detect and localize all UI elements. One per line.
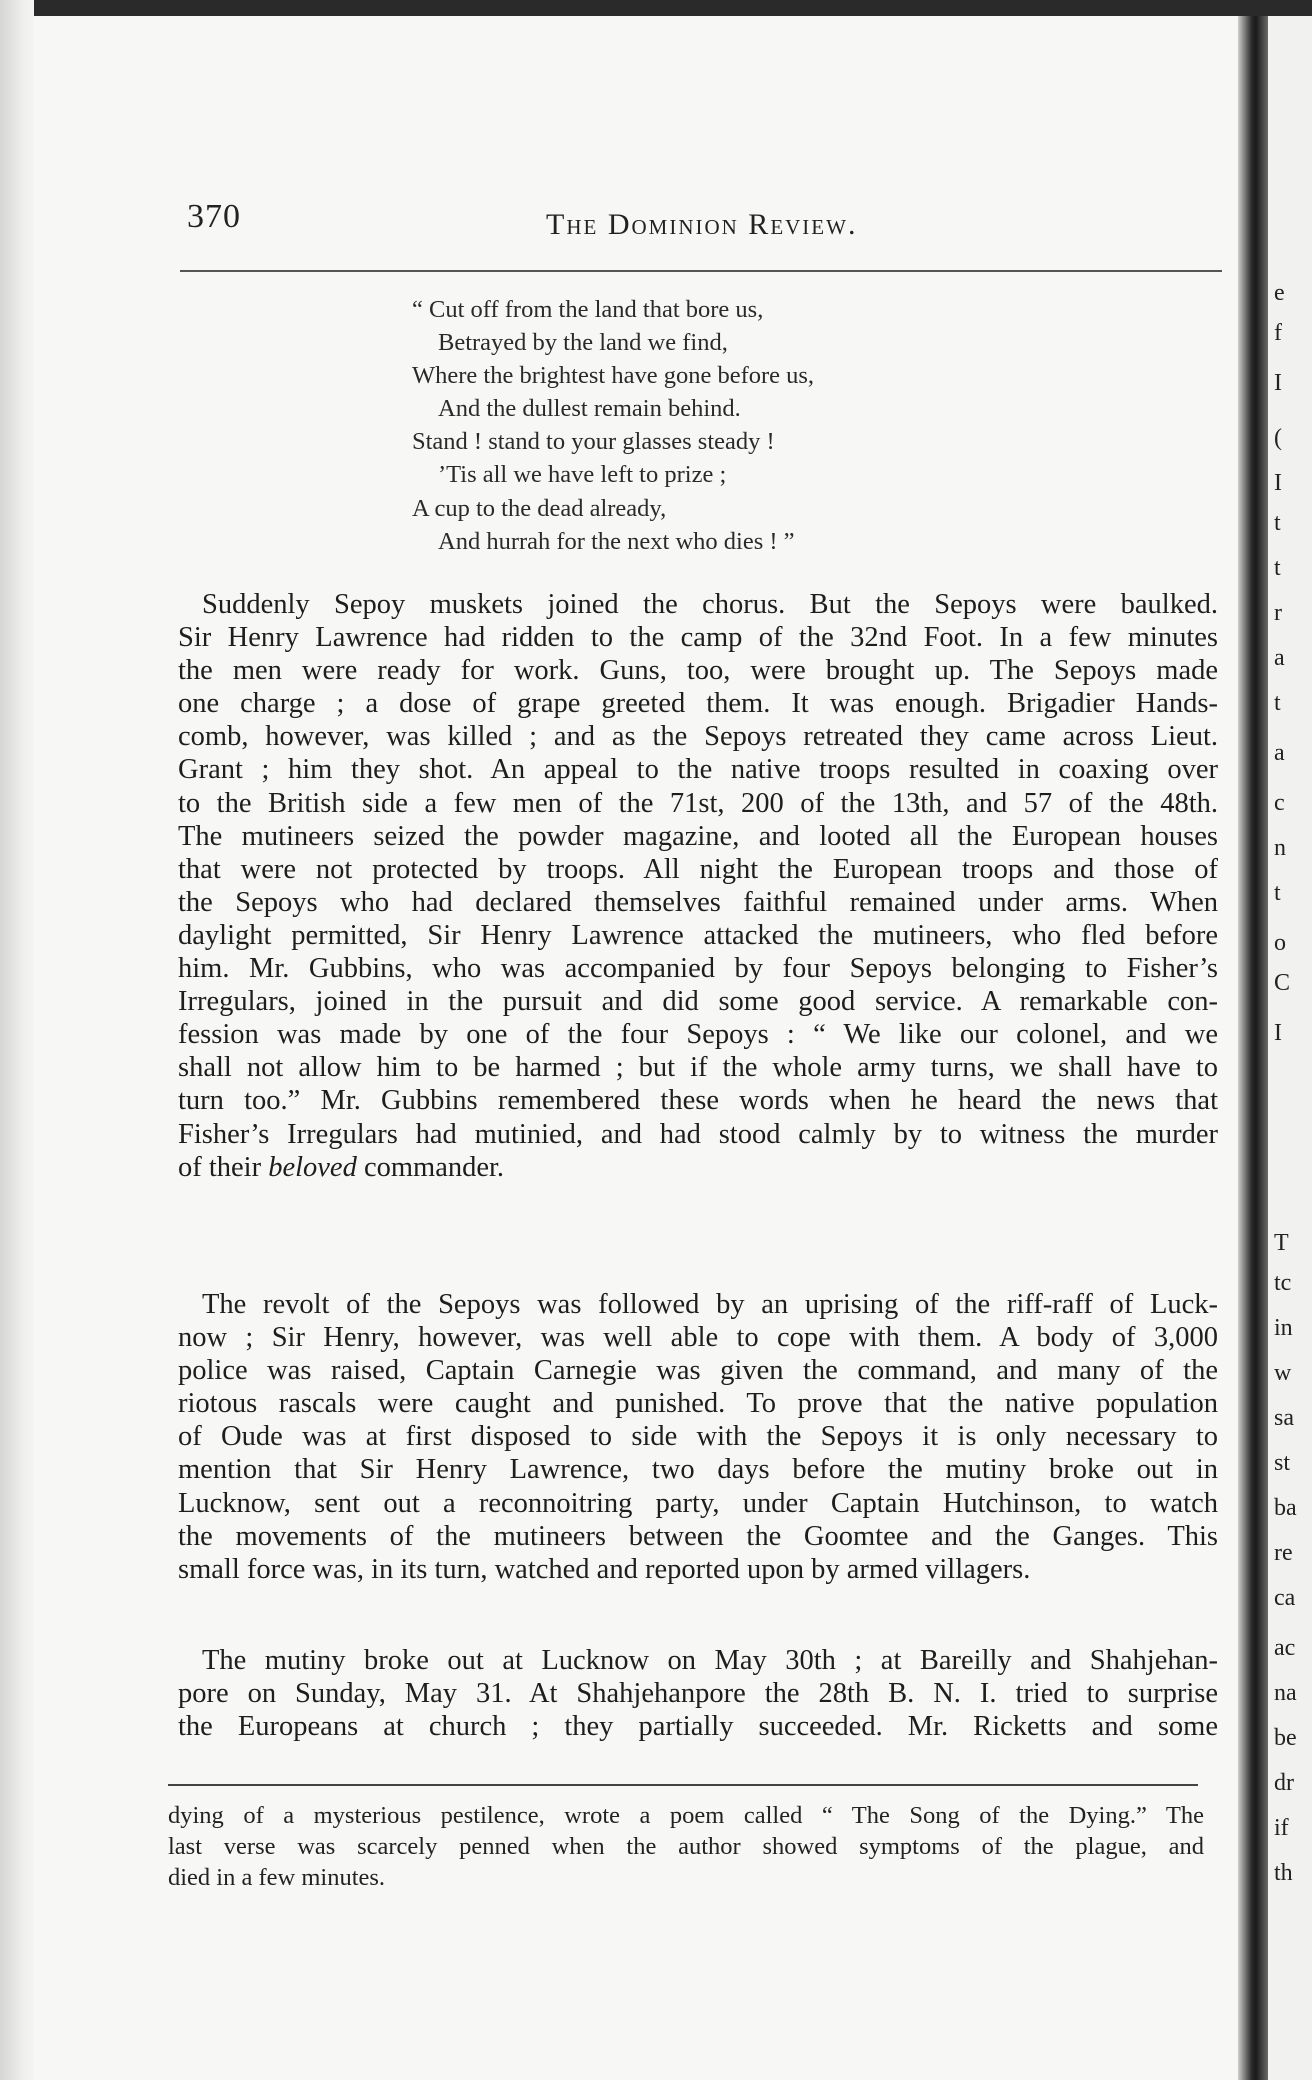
- text-line: of Oude was at first disposed to side with the Sepoys it is only necessary to: [178, 1421, 1218, 1453]
- text-line: riotous rascals were caught and punished. To prove that the native population: [178, 1388, 1218, 1420]
- text-line: comb, however, was killed ; and as the Sepoys retreated they came across Lieut.: [178, 721, 1218, 753]
- footnote-rule: [168, 1784, 1198, 1786]
- adjacent-page-fragment: if: [1274, 1815, 1289, 1841]
- footnote: [168, 1800, 1204, 1893]
- text-line: [178, 1151, 1218, 1184]
- adjacent-page-fragment: a: [1274, 645, 1285, 671]
- adjacent-page-fragment: c: [1274, 790, 1285, 816]
- footnote-line: died in a few minutes.: [168, 1864, 386, 1891]
- scan-left-shadow: [0, 0, 34, 2080]
- poem-line: Where the brightest have gone before us,: [412, 362, 815, 390]
- footnote-line: dying of a mysterious pestilence, wrote a poem called “ The Song of the Dying.” The: [168, 1802, 1204, 1829]
- adjacent-page-fragment: (: [1274, 425, 1282, 451]
- poem-line: A cup to the dead already,: [412, 494, 667, 522]
- adjacent-page-fragment: ba: [1274, 1495, 1297, 1521]
- text-line: Fisher’s Irregulars had mutinied, and had stood calmly by to witness the murder: [178, 1118, 1218, 1150]
- poem-line: ’Tis all we have left to prize ;: [438, 461, 727, 489]
- text-line: daylight permitted, Sir Henry Lawrence attacked the mutineers, who fled before: [178, 919, 1218, 951]
- text-line: small force was, in its turn, watched and reported upon by armed villagers.: [178, 1553, 1031, 1585]
- text-line: that were not protected by troops. All night the European troops and those of: [178, 853, 1218, 885]
- adjacent-page-fragment: a: [1274, 740, 1285, 766]
- paragraph-lucknow-uprising: [178, 1288, 1218, 1586]
- text-line: Irregulars, joined in the pursuit and did some good service. A remarkable con-: [178, 986, 1218, 1018]
- adjacent-page-fragment: I: [1274, 470, 1282, 496]
- text-line: the Sepoys who had declared themselves faithful remained under arms. When: [178, 886, 1218, 918]
- adjacent-page-fragment: o: [1274, 930, 1286, 956]
- adjacent-page-fragment: f: [1274, 320, 1282, 346]
- poem-line: And the dullest remain behind.: [438, 395, 741, 423]
- adjacent-page-fragment: ca: [1274, 1585, 1296, 1611]
- adjacent-page-fragment: sa: [1274, 1405, 1294, 1431]
- text-line: turn too.” Mr. Gubbins remembered these words when he heard the news that: [178, 1085, 1218, 1117]
- text-line: police was raised, Captain Carnegie was given the command, and many of the: [178, 1355, 1218, 1387]
- adjacent-page-fragment: I: [1274, 370, 1282, 396]
- poem-line: Betrayed by the land we find,: [438, 329, 728, 357]
- text-line: Sir Henry Lawrence had ridden to the camp of the 32nd Foot. In a few minutes: [178, 622, 1218, 654]
- paragraph-sepoy-revolt: [178, 588, 1218, 1184]
- text-line: the Europeans at church ; they partially succeeded. Mr. Ricketts and some: [178, 1711, 1218, 1743]
- text-line: to the British side a few men of the 71st, 200 of the 13th, and 57 of the 48th.: [178, 787, 1218, 819]
- adjacent-page-fragment: ac: [1274, 1635, 1296, 1661]
- adjacent-page-fragment: T: [1274, 1230, 1289, 1256]
- adjacent-page-fragment: t: [1274, 690, 1281, 716]
- poem-stanza: [412, 293, 814, 558]
- text-line: The mutineers seized the powder magazine, and looted all the European houses: [178, 820, 1218, 852]
- text-fragment: commander.: [356, 1151, 505, 1183]
- adjacent-page-fragment: th: [1274, 1860, 1293, 1886]
- adjacent-page-fragment: dr: [1274, 1770, 1294, 1796]
- adjacent-page-fragment: t: [1274, 510, 1281, 536]
- adjacent-page-fragment: be: [1274, 1725, 1297, 1751]
- text-line: fession was made by one of the four Sepoys : “ We like our colonel, and we: [178, 1019, 1218, 1051]
- poem-line: Stand ! stand to your glasses steady !: [412, 428, 775, 456]
- poem-line: “ Cut off from the land that bore us,: [412, 296, 764, 323]
- adjacent-page-fragment: tc: [1274, 1270, 1292, 1296]
- adjacent-page-fragment: t: [1274, 555, 1281, 581]
- adjacent-page-fragment: I: [1274, 1020, 1282, 1046]
- paragraph-mutiny-dates: [178, 1644, 1218, 1743]
- adjacent-page-fragment: C: [1274, 970, 1291, 996]
- text-line: now ; Sir Henry, however, was well able to cope with them. A body of 3,000: [178, 1322, 1218, 1354]
- adjacent-page-fragment: re: [1274, 1540, 1293, 1566]
- adjacent-page-fragment: w: [1274, 1360, 1292, 1386]
- text-line: the men were ready for work. Guns, too, were brought up. The Sepoys made: [178, 655, 1218, 687]
- text-line: The mutiny broke out at Lucknow on May 30th ; at Bareilly and Shahjehan-: [202, 1645, 1218, 1676]
- text-line: Grant ; him they shot. An appeal to the native troops resulted in coaxing over: [178, 754, 1218, 786]
- adjacent-page-fragment: na: [1274, 1680, 1297, 1706]
- adjacent-page-edge: [1268, 16, 1312, 2080]
- text-line: the movements of the mutineers between the Goomtee and the Ganges. This: [178, 1520, 1218, 1552]
- text-line: one charge ; a dose of grape greeted them. It was enough. Brigadier Hands-: [178, 688, 1218, 720]
- text-line: The revolt of the Sepoys was followed by an uprising of the riff-raff of Luck-: [202, 1289, 1218, 1320]
- footnote-line: last verse was scarcely penned when the author showed symptoms of the plague, and: [168, 1833, 1204, 1860]
- adjacent-page-fragment: in: [1274, 1315, 1293, 1341]
- adjacent-page-fragment: r: [1274, 600, 1282, 626]
- book-gutter: [1238, 16, 1268, 2080]
- adjacent-page-fragment: st: [1274, 1450, 1291, 1476]
- text-line: pore on Sunday, May 31. At Shahjehanpore the 28th B. N. I. tried to surprise: [178, 1678, 1218, 1710]
- text-line: Lucknow, sent out a reconnoitring party, under Captain Hutchinson, to watch: [178, 1487, 1218, 1519]
- text-fragment: of their: [178, 1151, 269, 1183]
- adjacent-page-fragment: e: [1274, 280, 1285, 306]
- running-head: The Dominion Review.: [546, 208, 858, 241]
- text-line: shall not allow him to be harmed ; but if the whole army turns, we shall have to: [178, 1052, 1218, 1084]
- scan-top-border: [0, 0, 1312, 16]
- emphasis-word: beloved: [268, 1151, 357, 1183]
- poem-line: And hurrah for the next who dies ! ”: [438, 527, 795, 555]
- text-line: Suddenly Sepoy muskets joined the chorus. But the Sepoys were baulked.: [202, 589, 1218, 620]
- header-rule: [180, 270, 1222, 272]
- adjacent-page-fragment: n: [1274, 835, 1286, 861]
- text-line: him. Mr. Gubbins, who was accompanied by four Sepoys belonging to Fisher’s: [178, 953, 1218, 985]
- page-number: 370: [187, 198, 241, 235]
- adjacent-page-fragment: t: [1274, 880, 1281, 906]
- text-line: mention that Sir Henry Lawrence, two days before the mutiny broke out in: [178, 1454, 1218, 1486]
